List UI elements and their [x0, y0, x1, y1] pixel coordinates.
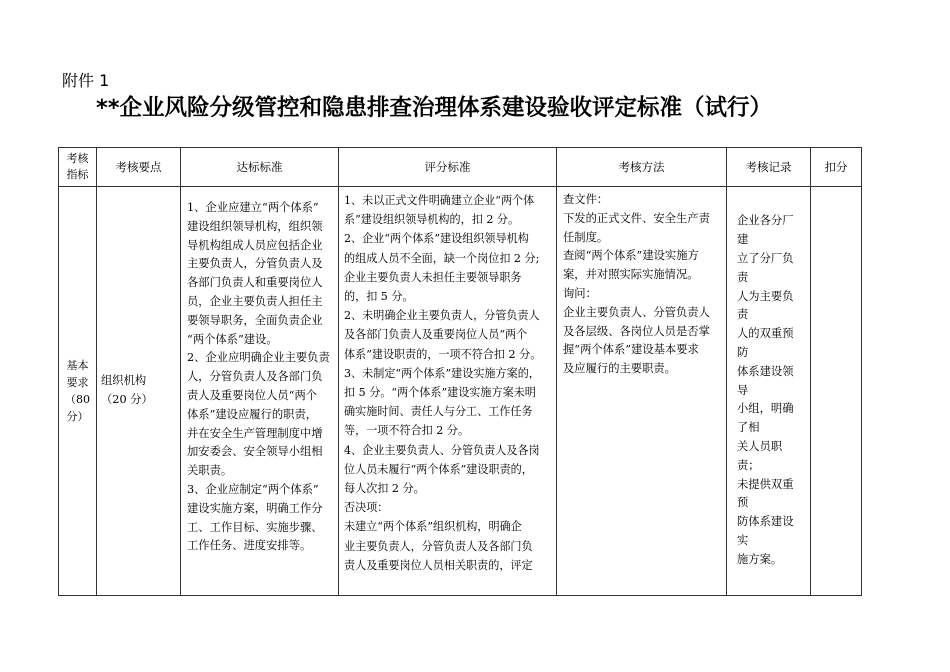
header-indicator-line: 指标 — [66, 168, 89, 181]
cell-line: 要求 — [66, 376, 89, 389]
cell-line: 人，分管负责人及各部门负 — [187, 370, 323, 384]
standard-lines — [181, 187, 338, 556]
cell-deduction — [811, 187, 862, 596]
cell-line: 查文件： — [563, 193, 609, 206]
evaluation-table — [58, 147, 862, 596]
cell-line: 关人员职责； — [737, 439, 783, 472]
cell-line: 的组成人员不全面，缺一个岗位扣 2 分; — [344, 251, 540, 265]
cell-line: 工、工作目标、实施步骤、 — [187, 520, 323, 534]
header-indicator-line: 考核 — [66, 152, 89, 165]
table-header-row — [59, 148, 862, 187]
header-method: 考核方法 — [557, 148, 727, 187]
cell-line: 询问： — [563, 286, 597, 300]
cell-line: 及各部门负责人及重要岗位人员“两个 — [344, 328, 528, 342]
cell-indicator — [59, 187, 97, 596]
cell-line: 导机构组成人员应包括企业 — [187, 238, 323, 252]
cell-line: 责人及重要岗位人员相关职责的，评定 — [344, 558, 533, 572]
cell-line: 体系”建设职责的，一项不符合扣 2 分。 — [344, 347, 542, 361]
cell-line: 人为主要负责 — [737, 289, 794, 322]
cell-line: 确实施时间、责任人与分工、工作任务 — [344, 405, 533, 419]
cell-line: 企业各分厂建 — [737, 214, 794, 247]
cell-line: 3、企业应制定“两个体系” — [187, 482, 319, 496]
cell-line: 2、企业“两个体系”建设组织领导机构 — [344, 232, 529, 246]
cell-standard — [181, 187, 339, 596]
cell-line: 的，扣 5 分。 — [344, 290, 414, 304]
cell-line: （80 — [65, 393, 90, 406]
cell-line: 各部门负责人和重要岗位人 — [187, 276, 323, 290]
cell-line: 及各层级、各岗位人员是否掌 — [563, 324, 710, 338]
cell-line: 每人次扣 2 分。 — [344, 482, 425, 496]
cell-record — [727, 187, 811, 596]
method-lines — [557, 187, 726, 379]
cell-line: （20 分） — [101, 393, 153, 406]
cell-line: 员，企业主要负责人担任主 — [187, 294, 323, 308]
cell-line: 人的双重预防 — [737, 327, 794, 359]
cell-line: 防体系建设实 — [737, 515, 794, 547]
cell-line: 基本 — [66, 359, 89, 372]
cell-line: 要领导职务，全面负责企业 — [187, 313, 323, 327]
cell-line: 建设实施方案，明确工作分 — [187, 501, 323, 515]
cell-line: 位人员未履行“两个体系”建设职责的， — [344, 462, 533, 476]
cell-line: 关职责。 — [187, 464, 233, 478]
cell-scoring — [339, 187, 557, 596]
cell-line: 建设组织领导机构，组织领 — [187, 219, 323, 233]
cell-line: 加安委会、安全领导小组相 — [187, 445, 323, 459]
cell-line: 扣 5 分。“两个体系”建设实施方案未明 — [344, 386, 536, 400]
cell-line: 等，一项不符合扣 2 分。 — [344, 424, 470, 438]
cell-line: 责人及重要岗位人员“两个 — [187, 388, 318, 402]
cell-line: 2、企业应明确企业主要负责 — [187, 351, 330, 365]
cell-line: 未提供双重预 — [737, 477, 794, 510]
cell-line: 企业主要负责人未担任主要领导职务 — [344, 270, 522, 284]
cell-line: 查阅“两个体系”建设实施方 — [563, 249, 699, 263]
cell-line: 下发的正式文件、安全生产责 — [563, 211, 710, 225]
cell-line: 系”建设组织领导机构的，扣 2 分。 — [344, 213, 520, 227]
cell-line: 分） — [66, 410, 89, 423]
header-scoring: 评分标准 — [339, 148, 557, 187]
cell-line: 任制度。 — [563, 230, 609, 244]
header-record: 考核记录 — [727, 148, 811, 187]
cell-line: 否决项： — [344, 501, 389, 515]
cell-line: 及应履行的主要职责。 — [563, 362, 676, 376]
cell-line: 1、未以正式文件明确建立企业“两个体 — [344, 194, 535, 207]
cell-line: 2、未明确企业主要负责人，分管负责人 — [344, 309, 540, 323]
cell-key-point — [97, 187, 181, 596]
header-deduction: 扣分 — [811, 148, 862, 187]
cell-line: 企业主要负责人、分管负责人 — [563, 305, 710, 319]
cell-line: “两个体系”建设。 — [187, 332, 278, 346]
attachment-label: 附件 1 — [62, 71, 110, 90]
cell-line: 案，并对照实际实施情况。 — [563, 268, 699, 282]
cell-method — [557, 187, 727, 596]
cell-line: 4、企业主要负责人、分管负责人及各岗 — [344, 443, 540, 457]
cell-line: 业主要负责人，分管负责人及各部门负 — [344, 539, 533, 553]
header-indicator — [59, 148, 97, 187]
cell-line: 组织机构 — [101, 374, 147, 388]
cell-line: 握“两个体系”建设基本要求 — [563, 343, 699, 357]
cell-line: 体系建设领导 — [737, 364, 794, 397]
header-standard: 达标标准 — [181, 148, 339, 187]
cell-line: 主要负责人，分管负责人及 — [187, 257, 323, 271]
cell-line: 小组，明确了相 — [737, 402, 794, 435]
table-row — [59, 187, 862, 596]
cell-line: 并在安全生产管理制度中增 — [187, 426, 323, 440]
cell-line: 1、企业应建立“两个体系” — [187, 201, 319, 214]
cell-line: 施方案。 — [737, 552, 783, 566]
cell-line: 工作任务、进度安排等。 — [187, 539, 312, 553]
cell-line: 体系”建设应履行的职责， — [187, 407, 318, 421]
document-title: **企业风险分级管控和隐患排查治理体系建设验收评定标准（试行） — [96, 95, 773, 121]
cell-line: 未建立“两个体系”组织机构，明确企 — [344, 520, 522, 534]
header-key-point: 考核要点 — [97, 148, 181, 187]
cell-line: 3、未制定“两个体系”建设实施方案的， — [344, 366, 540, 380]
scoring-lines — [339, 187, 556, 575]
cell-line: 立了分厂负责 — [737, 252, 794, 284]
